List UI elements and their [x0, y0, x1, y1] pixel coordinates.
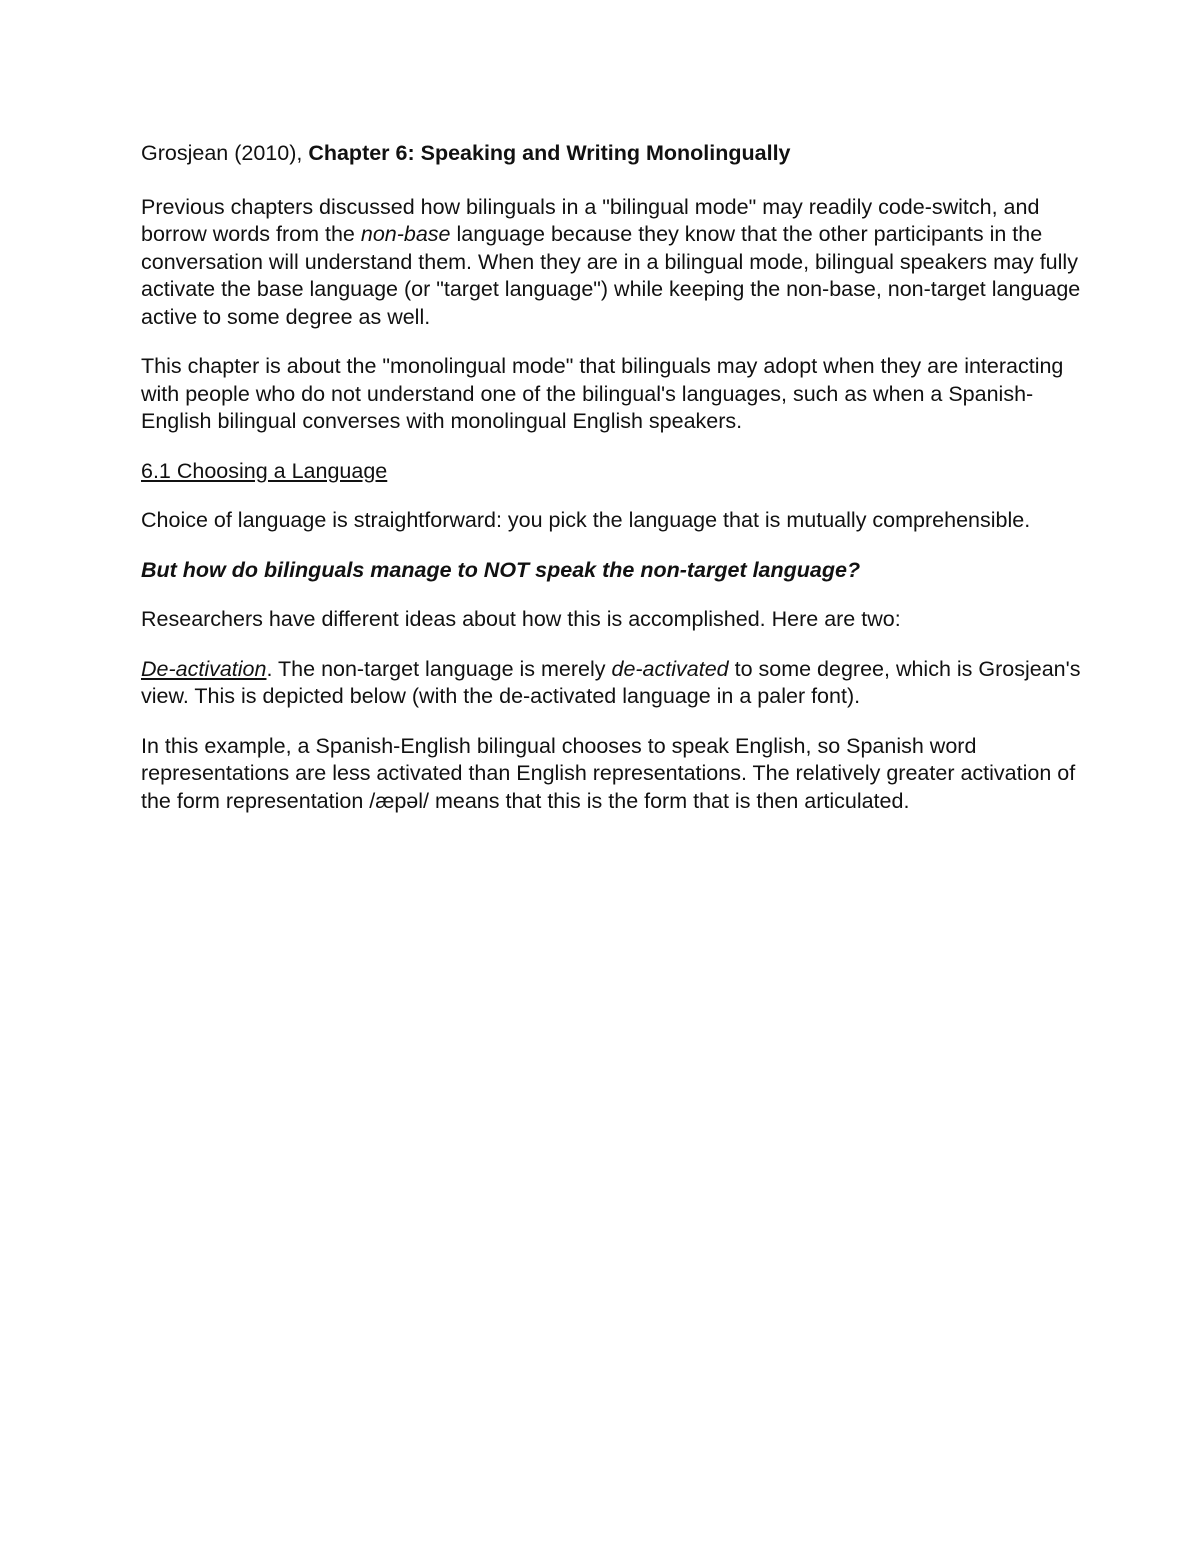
paragraph-example: In this example, a Spanish-English bilingual chooses to speak English, so Spanish word representations are less activated than English representations. The relatively greater activation of the form representation /æpəl/ means that this is the form that is then articulated.: [141, 733, 1076, 813]
key-question: But how do bilinguals manage to NOT speak the non-target language?: [141, 557, 861, 582]
paragraph-text: . The non-target language is merely: [266, 656, 612, 681]
chapter-title: Chapter 6: Speaking and Writing Monolingually: [308, 141, 791, 165]
paragraph-researchers: Researchers have different ideas about how this is accomplished. Here are two:: [141, 607, 901, 631]
paragraph-choice-of-language: Choice of language is straightforward: you pick the language that is mutually comprehensible.: [141, 508, 1031, 532]
section-title: 6.1 Choosing a Language: [141, 458, 388, 483]
paragraph-text: to some degree, which is Grosjean's view. This is depicted below (with the de-activated language in a paler font).: [141, 656, 1081, 708]
paragraph-de-activation: [141, 656, 1081, 711]
document-heading: [141, 140, 1081, 168]
section-heading: [141, 458, 1081, 486]
paragraph-text: Previous chapters discussed how bilinguals in a "bilingual mode" may readily code-switch, and borrow words from the: [141, 194, 1040, 246]
author-year: Grosjean (2010),: [141, 141, 309, 165]
document-body: [141, 140, 1081, 837]
paragraph-text: language because they know that the other participants in the conversation will understand them. When they are in a bilingual mode, bilingual speakers may fully activate the base language (or "target language") while keeping the non-base, non-target language active to some degree as well.: [141, 222, 1081, 329]
emphasis-non-base: non-base: [360, 222, 451, 246]
paragraph-monolingual-mode: This chapter is about the "monolingual mode" that bilinguals may adopt when they are interacting with people who do not understand one of the bilingual's languages, such as when a Spanish-English bilingual converses with monolingual English speakers.: [141, 354, 1064, 433]
paragraph-previous-chapters: [141, 194, 1081, 332]
emphasis-de-activated: de-activated: [611, 656, 729, 681]
term-de-activation: De-activation: [141, 656, 267, 681]
